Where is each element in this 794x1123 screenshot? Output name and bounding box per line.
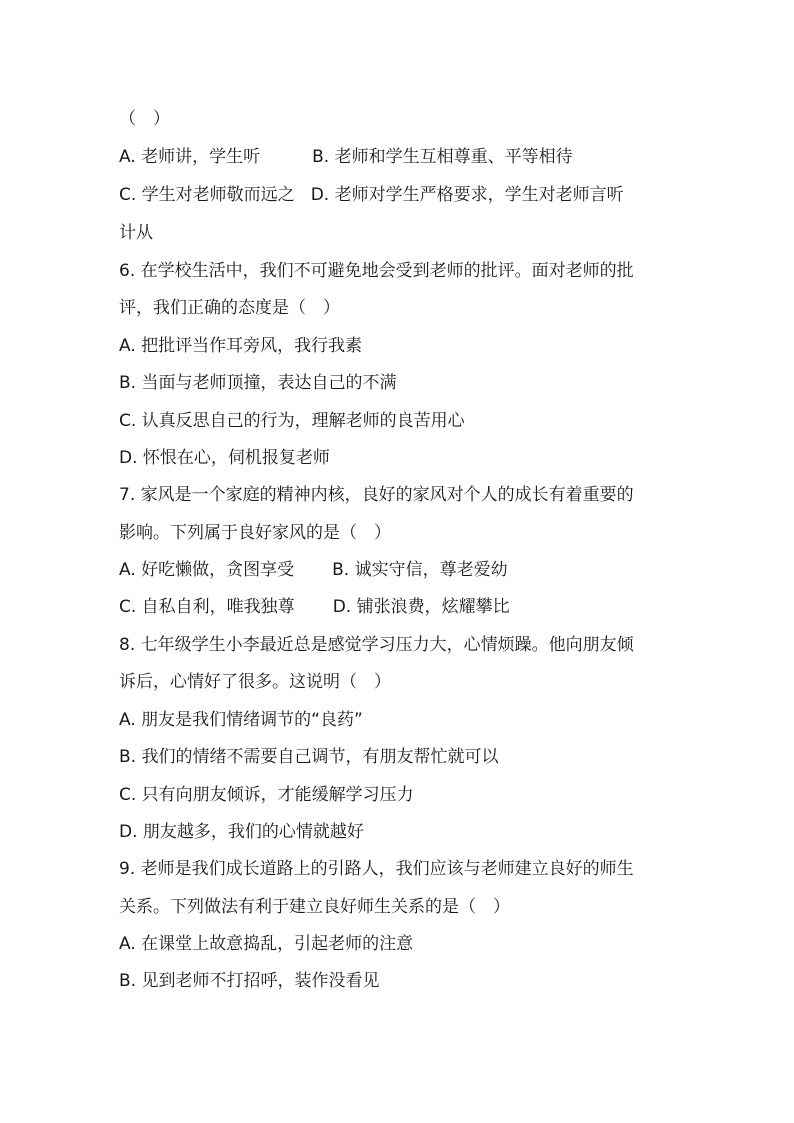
q6-option-b: B. 当面与老师顶撞，表达自己的不满 [119,373,397,393]
q7-stem-line-1: 7. 家风是一个家庭的精神内核，良好的家风对个人的成长有着重要的 [119,485,634,505]
q8-option-b: B. 我们的情绪不需要自己调节，有朋友帮忙就可以 [119,747,499,767]
q5-answer-blank: （ ） [119,109,170,129]
q5-option-d-continued: 计从 [119,223,153,243]
q8-option-c: C. 只有向朋友倾诉，才能缓解学习压力 [119,785,414,805]
q7-option-a: A. 好吃懒做，贪图享受 [119,560,295,580]
q6-option-d: D. 怀恨在心，伺机报复老师 [119,448,330,468]
q8-stem-line-1: 8. 七年级学生小李最近总是感觉学习压力大，心情烦躁。他向朋友倾 [119,635,634,655]
q7-option-b: B. 诚实守信，尊老爱幼 [332,560,508,580]
q5-options-row-2 [119,184,624,206]
q7-options-row-1 [119,559,508,581]
q7-option-d: D. 铺张浪费，炫耀攀比 [332,597,510,617]
q5-option-b: B. 老师和学生互相尊重、平等相待 [312,147,573,167]
q6-option-a: A. 把批评当作耳旁风，我行我素 [119,336,363,356]
q8-option-d: D. 朋友越多，我们的心情就越好 [119,822,364,842]
q9-stem-line-2: 关系。下列做法有利于建立良好师生关系的是（ ） [119,897,510,917]
q5-option-a: A. 老师讲，学生听 [119,147,261,167]
q5-option-d: D. 老师对学生严格要求，学生对老师言听 [310,185,624,205]
q6-stem-line-2: 评，我们正确的态度是（ ） [119,298,340,318]
q6-stem-line-1: 6. 在学校生活中，我们不可避免地会受到老师的批评。面对老师的批 [119,261,634,281]
q6-option-c: C. 认真反思自己的行为，理解老师的良苦用心 [119,411,465,431]
q5-options-row-1 [119,146,573,168]
q9-option-b: B. 见到老师不打招呼，装作没看见 [119,971,380,991]
q7-options-row-2 [119,596,510,618]
q9-option-a: A. 在课堂上故意捣乱，引起老师的注意 [119,934,414,954]
q9-stem-line-1: 9. 老师是我们成长道路上的引路人，我们应该与老师建立良好的师生 [119,859,634,879]
q8-stem-line-2: 诉后，心情好了很多。这说明（ ） [119,672,391,692]
q7-stem-line-2: 影响。下列属于良好家风的是（ ） [119,523,391,543]
q7-option-c: C. 自私自利，唯我独尊 [119,597,295,617]
q8-option-a: A. 朋友是我们情绪调节的“良药” [119,710,363,730]
q5-option-c: C. 学生对老师敬而远之 [119,185,295,205]
